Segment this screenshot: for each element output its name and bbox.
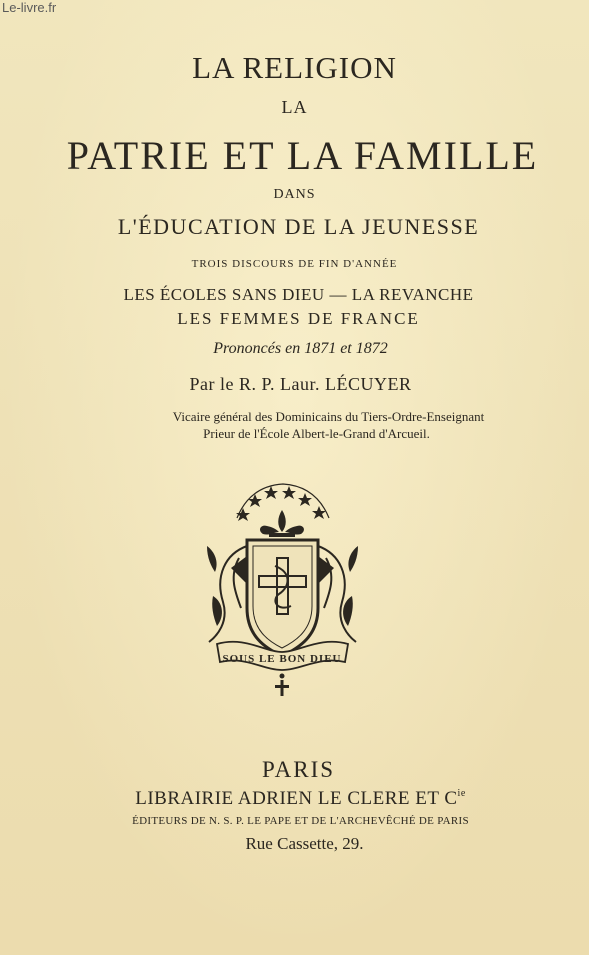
title-line-2: LA	[281, 97, 308, 117]
title-line-5: L'ÉDUCATION DE LA JEUNESSE	[117, 214, 480, 239]
subtitle-line-3: LES FEMMES DE FRANCE	[177, 309, 420, 328]
imprint-publisher-sup: ie	[457, 788, 466, 799]
watermark: Le-livre.fr	[2, 0, 57, 15]
title-line-1: LA RELIGION	[192, 50, 397, 85]
imprint-publisher-name: LIBRAIRIE ADRIEN LE CLERE ET C	[135, 788, 458, 809]
subtitle-line-2: LES ÉCOLES SANS DIEU — LA REVANCHE	[123, 285, 474, 304]
author-role-1: Vicaire général des Dominicains du Tiers-Ordre-Enseignant	[172, 409, 485, 424]
imprint-publisher	[6, 788, 589, 810]
title-line-3: PATRIE ET LA FAMILLE	[66, 133, 539, 178]
coat-of-arms-icon	[195, 476, 370, 708]
subtitle-line-1: TROIS DISCOURS DE FIN D'ANNÉE	[191, 258, 398, 270]
subtitle-line-4: Prononcés en 1871 et 1872	[213, 340, 388, 357]
imprint-editors: ÉDITEURS DE N. S. P. LE PAPE ET DE L'ARCHEVÊCHÉ DE PARIS	[132, 815, 469, 827]
title-line-4: DANS	[273, 187, 316, 202]
author-role-2: Prieur de l'École Albert-le-Grand d'Arcueil.	[203, 426, 430, 441]
imprint-city: PARIS	[261, 757, 336, 782]
imprint-address: Rue Cassette, 29.	[245, 834, 364, 853]
emblem-motto: SOUS LE BON DIEU	[222, 653, 342, 665]
author-byline: Par le R. P. Laur. LÉCUYER	[189, 374, 412, 394]
